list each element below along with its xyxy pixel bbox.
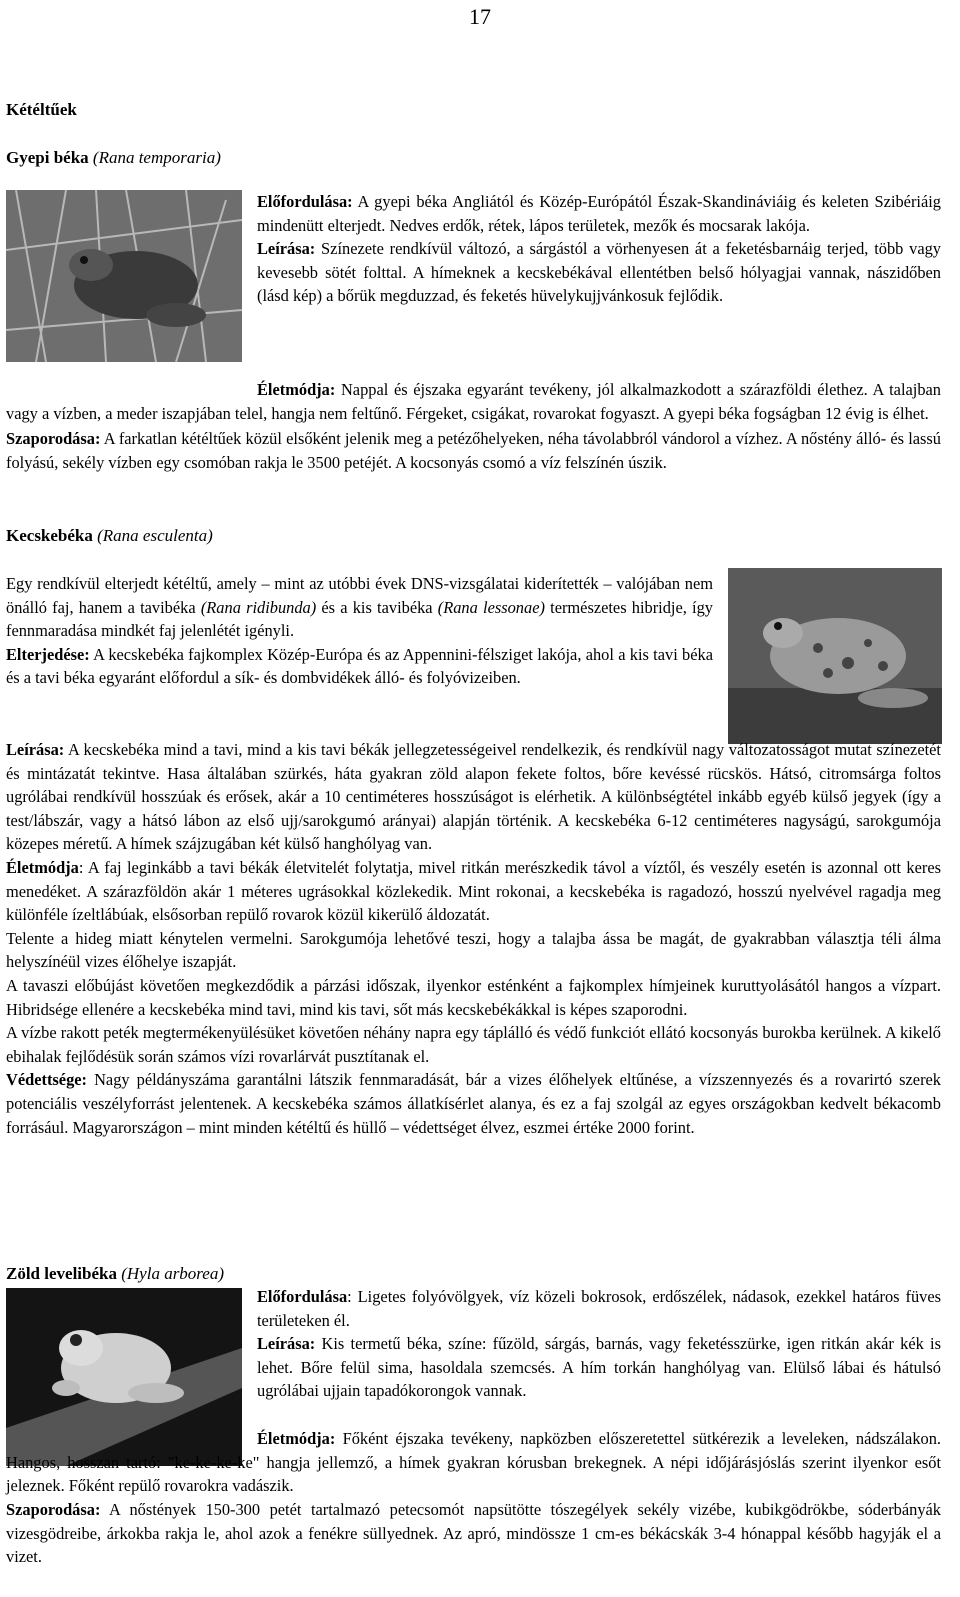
text-eletmodja: : A faj leginkább a tavi békák életvitelét folytatja, mivel ritkán merészkedik távol a víztől, és veszély esetén is azonnal ott keres menedéket. A szárazföldön akár 1 méteres ugrásokkal közlekedik. Mint rokonai, a kecskebéka is ragadozó, hosszú nyelvével ragadja meg különféle ízeltlábúak, elsősorban repülő rovarok közül kikerülő áldozatát. bbox=[6, 857, 941, 925]
text-leirasa: A kecskebéka mind a tavi, mind a kis tavi békák jellegzetességeivel rendelkezik, és rendkívül nagy változatosságot mutat színezetét és mintázatát tekintve. Hasa általában szürkés, háta gyakran zöld alapon fekete foltos, bőre kevéssé rücskös. Hátsó, citromsárga foltos ugrólábai rendkívül hosszúak és erősek, akár a 10 centiméteres hosszúságot is elérhetik. A különbségtétel inkább egyéb külső jegyek (így a test/lábszár, vagy a hátsó lábon az első ujj/sarokgumó arányai) alapján történik. A kecskebéka 6-12 centiméteres nagyságú, sarokgumója közepes méretű. A hímek szájzugában két külső hanghólyag van. bbox=[6, 740, 941, 854]
label-leirasa: Leírása: bbox=[6, 740, 65, 759]
text-szaporodasa: A nőstények 150-300 petét tartalmazó petecsomót napsütötte tószegélyek sekély vizébe, kubikgödrökbe, sóderbányák vizesgödreibe, árkokba rakja le, ahol azok a fenékre süllyednek. Az apró, mindössze 1 cm-es békácskák 3-4 hónappal később hagyják el a vizet. bbox=[6, 1500, 941, 1567]
label-szaporodasa: Szaporodása: bbox=[6, 429, 101, 448]
species-heading-gyepi bbox=[6, 146, 221, 170]
label-elofordulasa: Előfordulása: bbox=[257, 192, 353, 211]
label-leirasa: Leírása: bbox=[257, 1334, 316, 1354]
text-eletmodja: Nappal és éjszaka egyaránt tevékeny, jól alkalmazkodott a szárazföldi élethez. A talajban vagy a vízben, a meder iszapjában telel, hangja nem feltűnő. Férgeket, csigákat, rovarokat fogyaszt. A gyepi béka fogságban 12 évig is élhet. bbox=[6, 380, 941, 423]
species-heading-levelibeka bbox=[6, 1262, 224, 1286]
intro-text-3: természetes hibridje, így fennmaradása mindkét faj jelenlétét igényli. bbox=[6, 597, 713, 641]
species-latin: (Rana temporaria) bbox=[92, 148, 221, 167]
species-latin: (Rana esculenta) bbox=[97, 526, 213, 545]
species-name: Kecskebéka bbox=[6, 526, 93, 545]
text-tavaszi: A tavaszi előbújást követően megkezdődik a párzási időszak, ilyenkor esténként a fajkomplex hímjeinek kuruttyolásától hangos a vízpart. Hibridsége ellenére a kecskebéka mind tavi, mind kis tavi, sőt más kecskebékákkal is képes szaporodni. bbox=[6, 975, 941, 1019]
label-elofordulasa: Előfordulása bbox=[257, 1287, 348, 1306]
section-title: Kétéltűek bbox=[6, 100, 77, 119]
intro-latin-2: (Rana lessonae) bbox=[437, 597, 545, 617]
species-name: Zöld levelibéka bbox=[6, 1264, 117, 1283]
species-latin: (Hyla arborea) bbox=[121, 1264, 224, 1283]
levelibeka-szaporodasa bbox=[6, 1498, 941, 1569]
frog-photo-water bbox=[728, 568, 942, 744]
label-leirasa: Leírása: bbox=[257, 239, 316, 259]
text-vizbe: A vízbe rakott peték megtermékenyülésüket követően néhány napra egy táplálló és védő funkciót ellátó kocsonyás burokba kerülnek. A kikelő ebihalak fejlődésük során számos vízi rovarlárvát pusztítanak el. bbox=[6, 1023, 941, 1066]
levelibeka-right-text bbox=[257, 1285, 941, 1403]
intro-text-1: Egy rendkívül elterjedt kétéltű, amely – mint az utóbbi évek DNS-vizsgálatai kiderítették – valójában nem önálló faj, hanem a tavibéka bbox=[6, 574, 713, 617]
text-elofordulasa: A gyepi béka Angliától és Közép-Európától Észak-Skandináviáig és keleten Szibériáig mindenütt elterjedt. Nedves erdők, rétek, lápos területek, mezők és mocsarak lakója. bbox=[257, 192, 941, 235]
text-leirasa: Színezete rendkívül változó, a sárgástól a vörhenyesen át a feketésbarnáig terjed, több vagy kevesebb sötét folttal. A hímeknek a kecskebékával ellentétben belső hólyagjai vannak, nászidőben (lásd kép) a bőrük megduzzad, és feketés hüvelykujjvánkosuk fejlődik. bbox=[257, 239, 941, 306]
kecske-intro bbox=[6, 572, 713, 690]
frog-grass-image bbox=[6, 190, 242, 362]
frog-photo-grass bbox=[6, 190, 242, 362]
label-eletmodja: Életmódja bbox=[6, 857, 79, 877]
gyepi-right-text bbox=[257, 190, 941, 308]
text-szaporodasa: A farkatlan kétéltűek közül elsőként jelenik meg a petézőhelyeken, néha távolabbról vándorol a vízhez. A nőstény álló- és lassú folyású, sekély vízben egy csomóban rakja le 3500 petéjét. A kocsonyás csomó a víz felszínén úszik. bbox=[6, 429, 941, 472]
gyepi-szaporodasa bbox=[6, 427, 941, 474]
label-szaporodasa: Szaporodása: bbox=[6, 1500, 101, 1519]
text-vedettsege: Nagy példányszáma garantálni látszik fennmaradását, bár a vizes élőhelyek eltűnése, a vízszennyezés és a rovarirtó szerek potenciális veszélyforrást jelentenek. A kecskebéka számos állatkísérlet alanya, és ez a faj szolgál az egyes országokban kedvelt békacomb forrásául. Magyarországon – mint minden kétéltű és hüllő – védettséget élvez, eszmei értéke 2000 forint. bbox=[6, 1070, 941, 1137]
levelibeka-eletmodja bbox=[6, 1427, 941, 1498]
text-eletmodja: Főként éjszaka tevékeny, napközben előszeretettel sütkérezik a leveleken, nádszálakon. Hangos, hosszan tartó: "ke-ke-ke-ke" hangja jellemző, a hímek gyakran kórusban brekegnek. A népi időjárásjóslás szerint ilyenkor esőt jeleznek. Főként repülő rovarokra vadászik. bbox=[6, 1429, 941, 1496]
text-elterjedese: A kecskebéka fajkomplex Közép-Európa és az Appennini-félsziget lakója, ahol a kis tavi béka és a tavi béka egyaránt előfordul a sík- és dombvidékek álló- és folyóvizeiben. bbox=[6, 644, 713, 688]
label-vedettsege: Védettsége: bbox=[6, 1070, 88, 1090]
gyepi-bottom-text bbox=[6, 378, 941, 425]
species-heading-kecske bbox=[6, 524, 213, 548]
label-eletmodja: Életmódja: bbox=[257, 380, 336, 399]
intro-text-2: és a kis tavibéka bbox=[316, 597, 438, 617]
text-leirasa: Kis termetű béka, színe: fűzöld, sárgás, barnás, vagy feketésszürke, igen ritkán akár kék is lehet. Bőre felül sima, hasoldala szemcsés. A hím torkán hanghólyag van. Elülső lábai és hátulsó ugrólábai ujjain tapadókorongok vannak. bbox=[257, 1334, 941, 1401]
frog-water-image bbox=[728, 568, 942, 744]
label-eletmodja: Életmódja: bbox=[257, 1429, 336, 1448]
species-name: Gyepi béka bbox=[6, 148, 89, 167]
page-number: 17 bbox=[469, 4, 491, 29]
intro-latin-1: (Rana ridibunda) bbox=[200, 597, 317, 617]
text-telente: Telente a hideg miatt kénytelen vermelni. Sarokgumója lehetővé teszi, hogy a talajba ássa be magát, de gyakrabban választja téli álma helyszínéül vizes élőhelye iszapját. bbox=[6, 928, 941, 972]
kecske-body bbox=[6, 738, 941, 1139]
text-elofordulasa: : Ligetes folyóvölgyek, víz közeli bokrosok, erdőszélek, nádasok, ezekkel határos füves területeken él. bbox=[257, 1287, 941, 1330]
label-elterjedese: Elterjedése: bbox=[6, 644, 90, 664]
